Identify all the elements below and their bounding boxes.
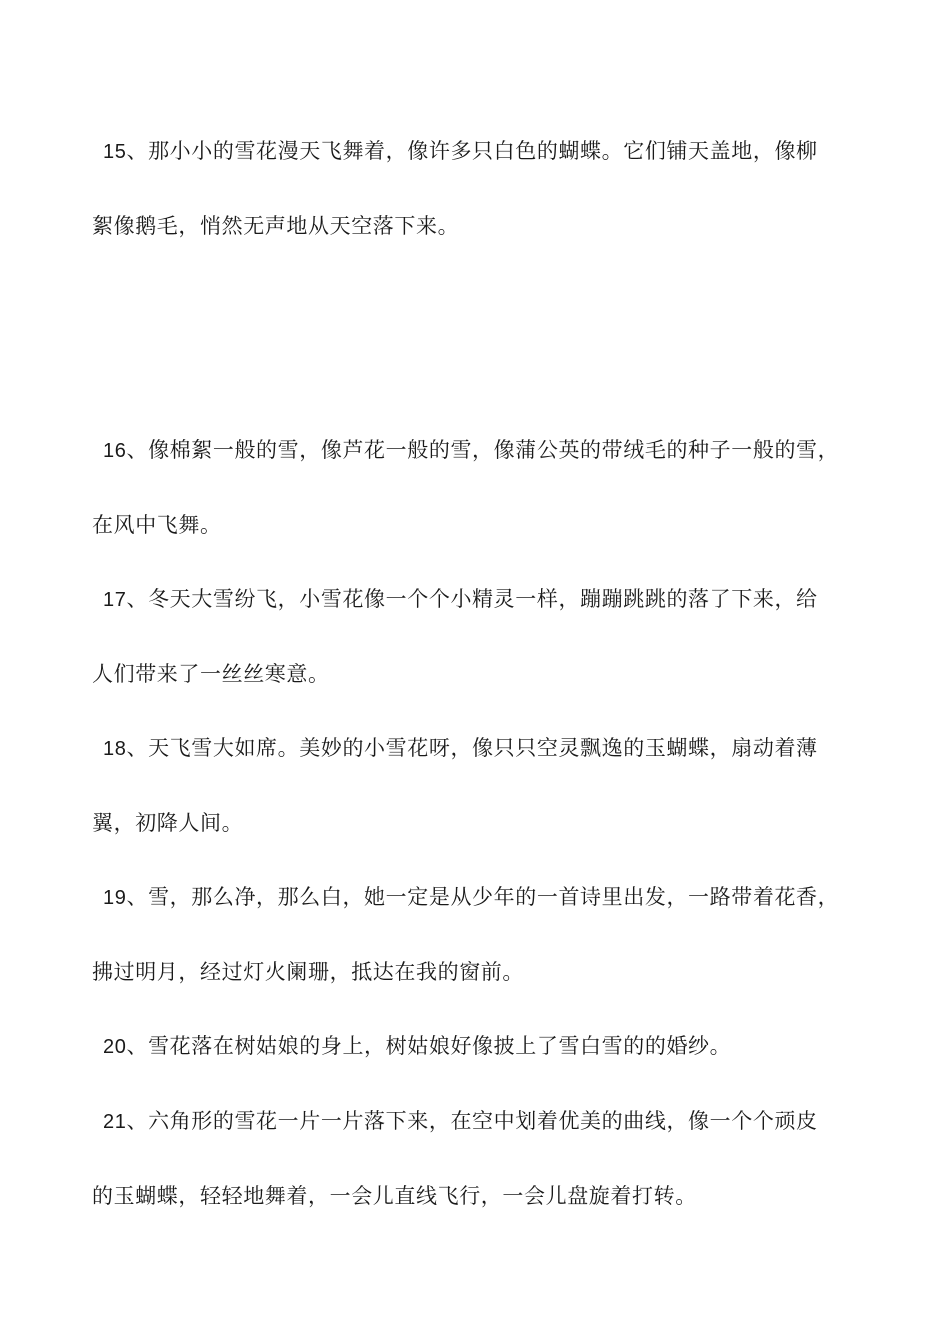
paragraph-text: 在风中飞舞。 <box>92 513 222 537</box>
separator: 、 <box>126 1109 149 1133</box>
paragraph-number: 16 <box>103 440 127 462</box>
paragraph-text: 絮像鹅毛，悄然无声地从天空落下来。 <box>92 214 460 238</box>
paragraph-text: 六角形的雪花一片一片落下来，在空中划着优美的曲线，像一个个顽皮 <box>148 1109 818 1133</box>
paragraph-number: 15 <box>103 141 127 163</box>
paragraph-number: 19 <box>103 887 127 909</box>
paragraph-number: 17 <box>103 589 127 611</box>
paragraph-18-line-2 <box>92 808 882 838</box>
paragraph-17-line-1 <box>103 584 893 615</box>
paragraph-19-line-2 <box>92 957 882 987</box>
paragraph-text: 像棉絮一般的雪，像芦花一般的雪，像蒲公英的带绒毛的种子一般的雪， <box>148 438 840 462</box>
separator: 、 <box>126 1034 149 1058</box>
separator: 、 <box>126 587 149 611</box>
paragraph-21-line-1 <box>103 1106 893 1137</box>
separator: 、 <box>126 885 149 909</box>
paragraph-18-line-1 <box>103 733 893 764</box>
paragraph-text: 人们带来了一丝丝寒意。 <box>92 662 330 686</box>
paragraph-19-line-1 <box>103 882 893 913</box>
paragraph-text: 冬天大雪纷飞，小雪花像一个个小精灵一样，蹦蹦跳跳的落了下来，给 <box>148 587 818 611</box>
paragraph-text: 天飞雪大如席。美妙的小雪花呀，像只只空灵飘逸的玉蝴蝶，扇动着薄 <box>148 736 818 760</box>
paragraph-number: 20 <box>103 1036 127 1058</box>
paragraph-16-line-2 <box>92 510 882 540</box>
paragraph-21-line-2 <box>92 1181 882 1211</box>
paragraph-text: 雪，那么净，那么白，她一定是从少年的一首诗里出发，一路带着花香， <box>148 885 840 909</box>
paragraph-text: 的玉蝴蝶，轻轻地舞着，一会儿直线飞行，一会儿盘旋着打转。 <box>92 1184 697 1208</box>
paragraph-15-line-2 <box>92 211 882 241</box>
paragraph-text: 那小小的雪花漫天飞舞着，像许多只白色的蝴蝶。它们铺天盖地，像柳 <box>148 139 818 163</box>
paragraph-16-line-1 <box>103 435 893 466</box>
paragraph-15-line-1 <box>103 136 893 167</box>
separator: 、 <box>126 139 149 163</box>
paragraph-number: 21 <box>103 1111 127 1133</box>
paragraph-text: 雪花落在树姑娘的身上，树姑娘好像披上了雪白雪的的婚纱。 <box>148 1034 732 1058</box>
paragraph-text: 翼，初降人间。 <box>92 811 244 835</box>
separator: 、 <box>126 736 149 760</box>
separator: 、 <box>126 438 149 462</box>
paragraph-17-line-2 <box>92 659 882 689</box>
paragraph-number: 18 <box>103 738 127 760</box>
paragraph-20-line-1 <box>103 1031 893 1062</box>
paragraph-text: 拂过明月，经过灯火阑珊，抵达在我的窗前。 <box>92 960 524 984</box>
